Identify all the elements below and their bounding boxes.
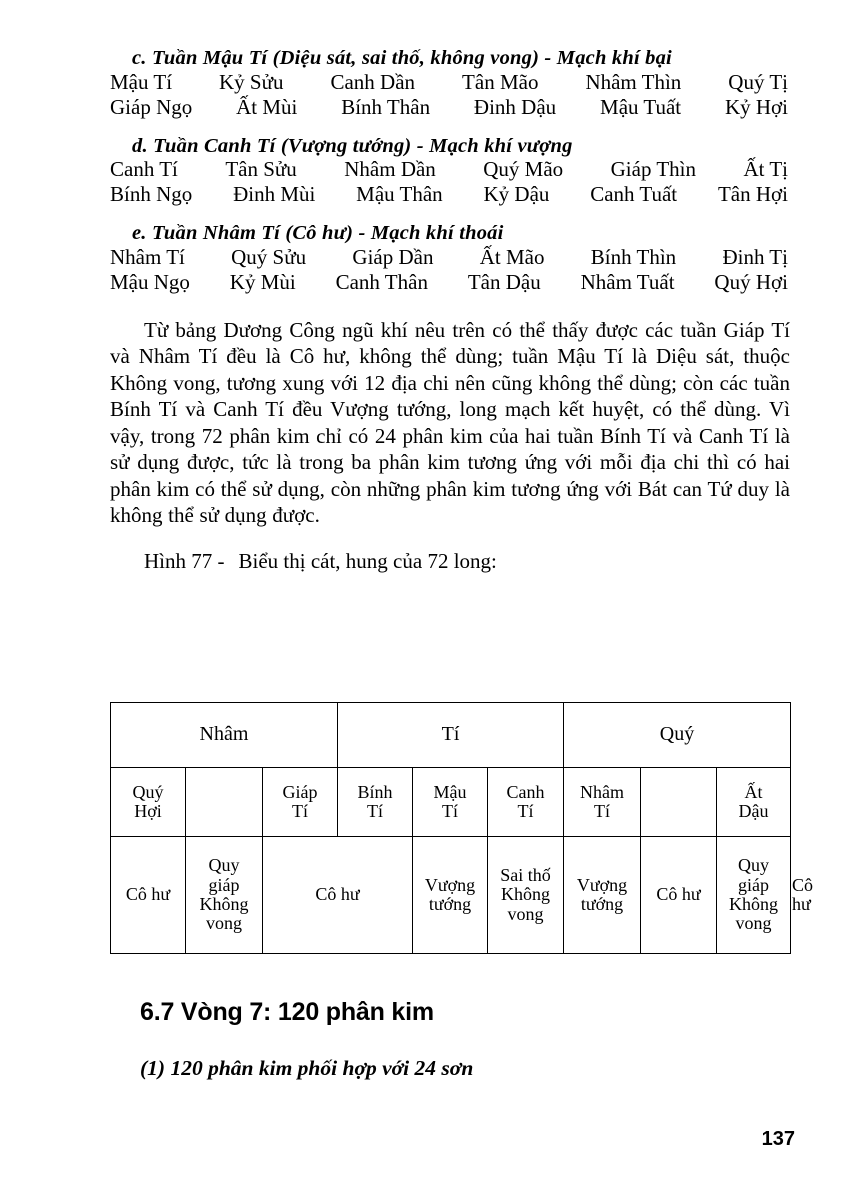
cycle-name: Mậu Thân [356,182,443,206]
section-c [110,48,790,118]
section-d [110,136,790,206]
table-cell-status: Quy giáp Không vong [186,837,263,954]
table-cell-name-empty [641,768,717,837]
cycle-name: Đinh Tị [722,244,788,269]
table-cell-status: Vượng tướng [413,837,488,954]
cycle-name: Tân Dậu [467,269,541,294]
table-cell-name: Nhâm Tí [564,768,641,837]
section-e [110,223,790,293]
table-cell-status: Cô hư [641,837,717,954]
table-cell-status: Quy giáp Không vong [717,837,791,954]
section-e-row-1 [110,244,790,269]
cycle-name: Tân Sửu [225,157,297,181]
cycle-name: Mậu Tuất [600,94,682,119]
cycle-name: Kỷ Dậu [483,182,550,206]
table-cell-name: Quý Hợi [111,768,186,837]
cycle-name: Giáp Thìn [610,157,696,181]
cycle-name: Canh Thân [335,269,428,294]
page-content [110,48,790,572]
cycle-name: Ất Mão [479,244,545,269]
cycle-name: Tân Hợi [717,182,788,206]
section-c-row-2 [110,94,790,119]
cycle-name: Đinh Dậu [473,94,557,119]
table-header-cell: Nhâm [111,703,338,768]
table-cell-status: Cô hư [111,837,186,954]
cat-hung-table [110,702,814,954]
section-e-row-2 [110,269,790,294]
table-cell-status: Sai thố Không vong [488,837,564,954]
figure-label: Hình 77 - [144,548,225,573]
cycle-name: Canh Dần [330,69,416,94]
section-d-heading: d. Tuần Canh Tí (Vượng tướng) - Mạch khí vượng [132,134,573,157]
cycle-name: Quý Tị [728,69,788,94]
section-c-heading: c. Tuần Mậu Tí (Diệu sát, sai thố, không vong) - Mạch khí bại [132,47,672,69]
cycle-name: Giáp Dần [352,244,434,269]
cycle-name: Quý Mão [483,157,564,181]
table-cell-name: Ất Dậu [717,768,791,837]
table-status-row: Cô hư Quy giáp Không vong Cô hư Vượng tướng Sai thố Không vong Vượng tướng Cô hư Quy giáp Không vong Cô hư [111,837,791,954]
cycle-name: Quý Sửu [231,244,307,269]
table-header-cell: Tí [338,703,564,768]
cycle-name: Quý Hợi [714,269,788,294]
cycle-name: Giáp Ngọ [110,94,193,119]
cycle-name: Bính Ngọ [110,182,193,206]
cycle-name: Kỷ Hợi [724,94,788,119]
section-c-row-1 [110,69,790,94]
table-cell-name: Canh Tí [488,768,564,837]
cycle-name: Kỷ Sửu [219,69,284,94]
cycle-name: Kỷ Mùi [229,269,296,294]
cycle-name: Bính Thân [341,94,431,119]
cycle-name: Bính Thìn [590,244,677,269]
section-d-row-1 [110,159,790,180]
table-cell-name: Giáp Tí [263,768,338,837]
table-cell-status: Cô hư [263,837,413,954]
cycle-name: Nhâm Tuất [580,269,675,294]
table-cell-status: Vượng tướng [564,837,641,954]
section-heading-6-7: 6.7 Vòng 7: 120 phân kim [140,998,434,1026]
cycle-name: Ất Tị [743,157,788,181]
cycle-name: Canh Tí [110,157,178,181]
figure-77-table-wrapper [110,702,814,954]
cycle-name: Mậu Tí [110,69,173,94]
table-names-row [111,768,791,837]
cycle-name: Ất Mùi [236,94,298,119]
cycle-name: Tân Mão [462,69,539,94]
figure-caption [144,548,790,573]
table-cell-name-empty [186,768,263,837]
cycle-name: Đinh Mùi [233,182,316,206]
table-cell-name: Mậu Tí [413,768,488,837]
cycle-name: Nhâm Thìn [585,69,682,94]
cycle-name: Mậu Ngọ [110,269,190,294]
cycle-name: Nhâm Dần [344,157,436,181]
subsection-1-heading: (1) 120 phân kim phối hợp với 24 sơn [140,1056,474,1080]
section-d-row-2 [110,184,790,205]
page-number: 137 [761,1128,795,1150]
cycle-name: Nhâm Tí [110,244,185,269]
table-header-cell: Quý [564,703,791,768]
body-paragraph: Từ bảng Dương Công ngũ khí nêu trên có thể thấy được các tuần Giáp Tí và Nhâm Tí đều là Cô hư, không thể dùng; tuần Mậu Tí là Diệu sát, thuộc Không vong, tương xung với 12 địa chi nên cũng không thể dùng; còn các tuần Bính Tí và Canh Tí đều Vượng tướng, long mạch kết huyệt, có thể dùng. Vì vậy, trong 72 phân kim chỉ có 24 phân kim của hai tuần Bính Tí và Canh Tí là sử dụng được, tức là trong ba phân kim tương ứng với mỗi địa chi thì có hai phân kim có thể sử dụng, còn những phân kim tương ứng với Bát can Tứ duy là không thể sử dụng được. [110,317,790,527]
table-header-row [111,703,791,768]
cycle-name: Canh Tuất [590,182,678,206]
section-e-heading: e. Tuần Nhâm Tí (Cô hư) - Mạch khí thoái [132,222,504,244]
table-cell-name: Bính Tí [338,768,413,837]
figure-caption-text: Biểu thị cát, hung của 72 long: [238,548,497,573]
